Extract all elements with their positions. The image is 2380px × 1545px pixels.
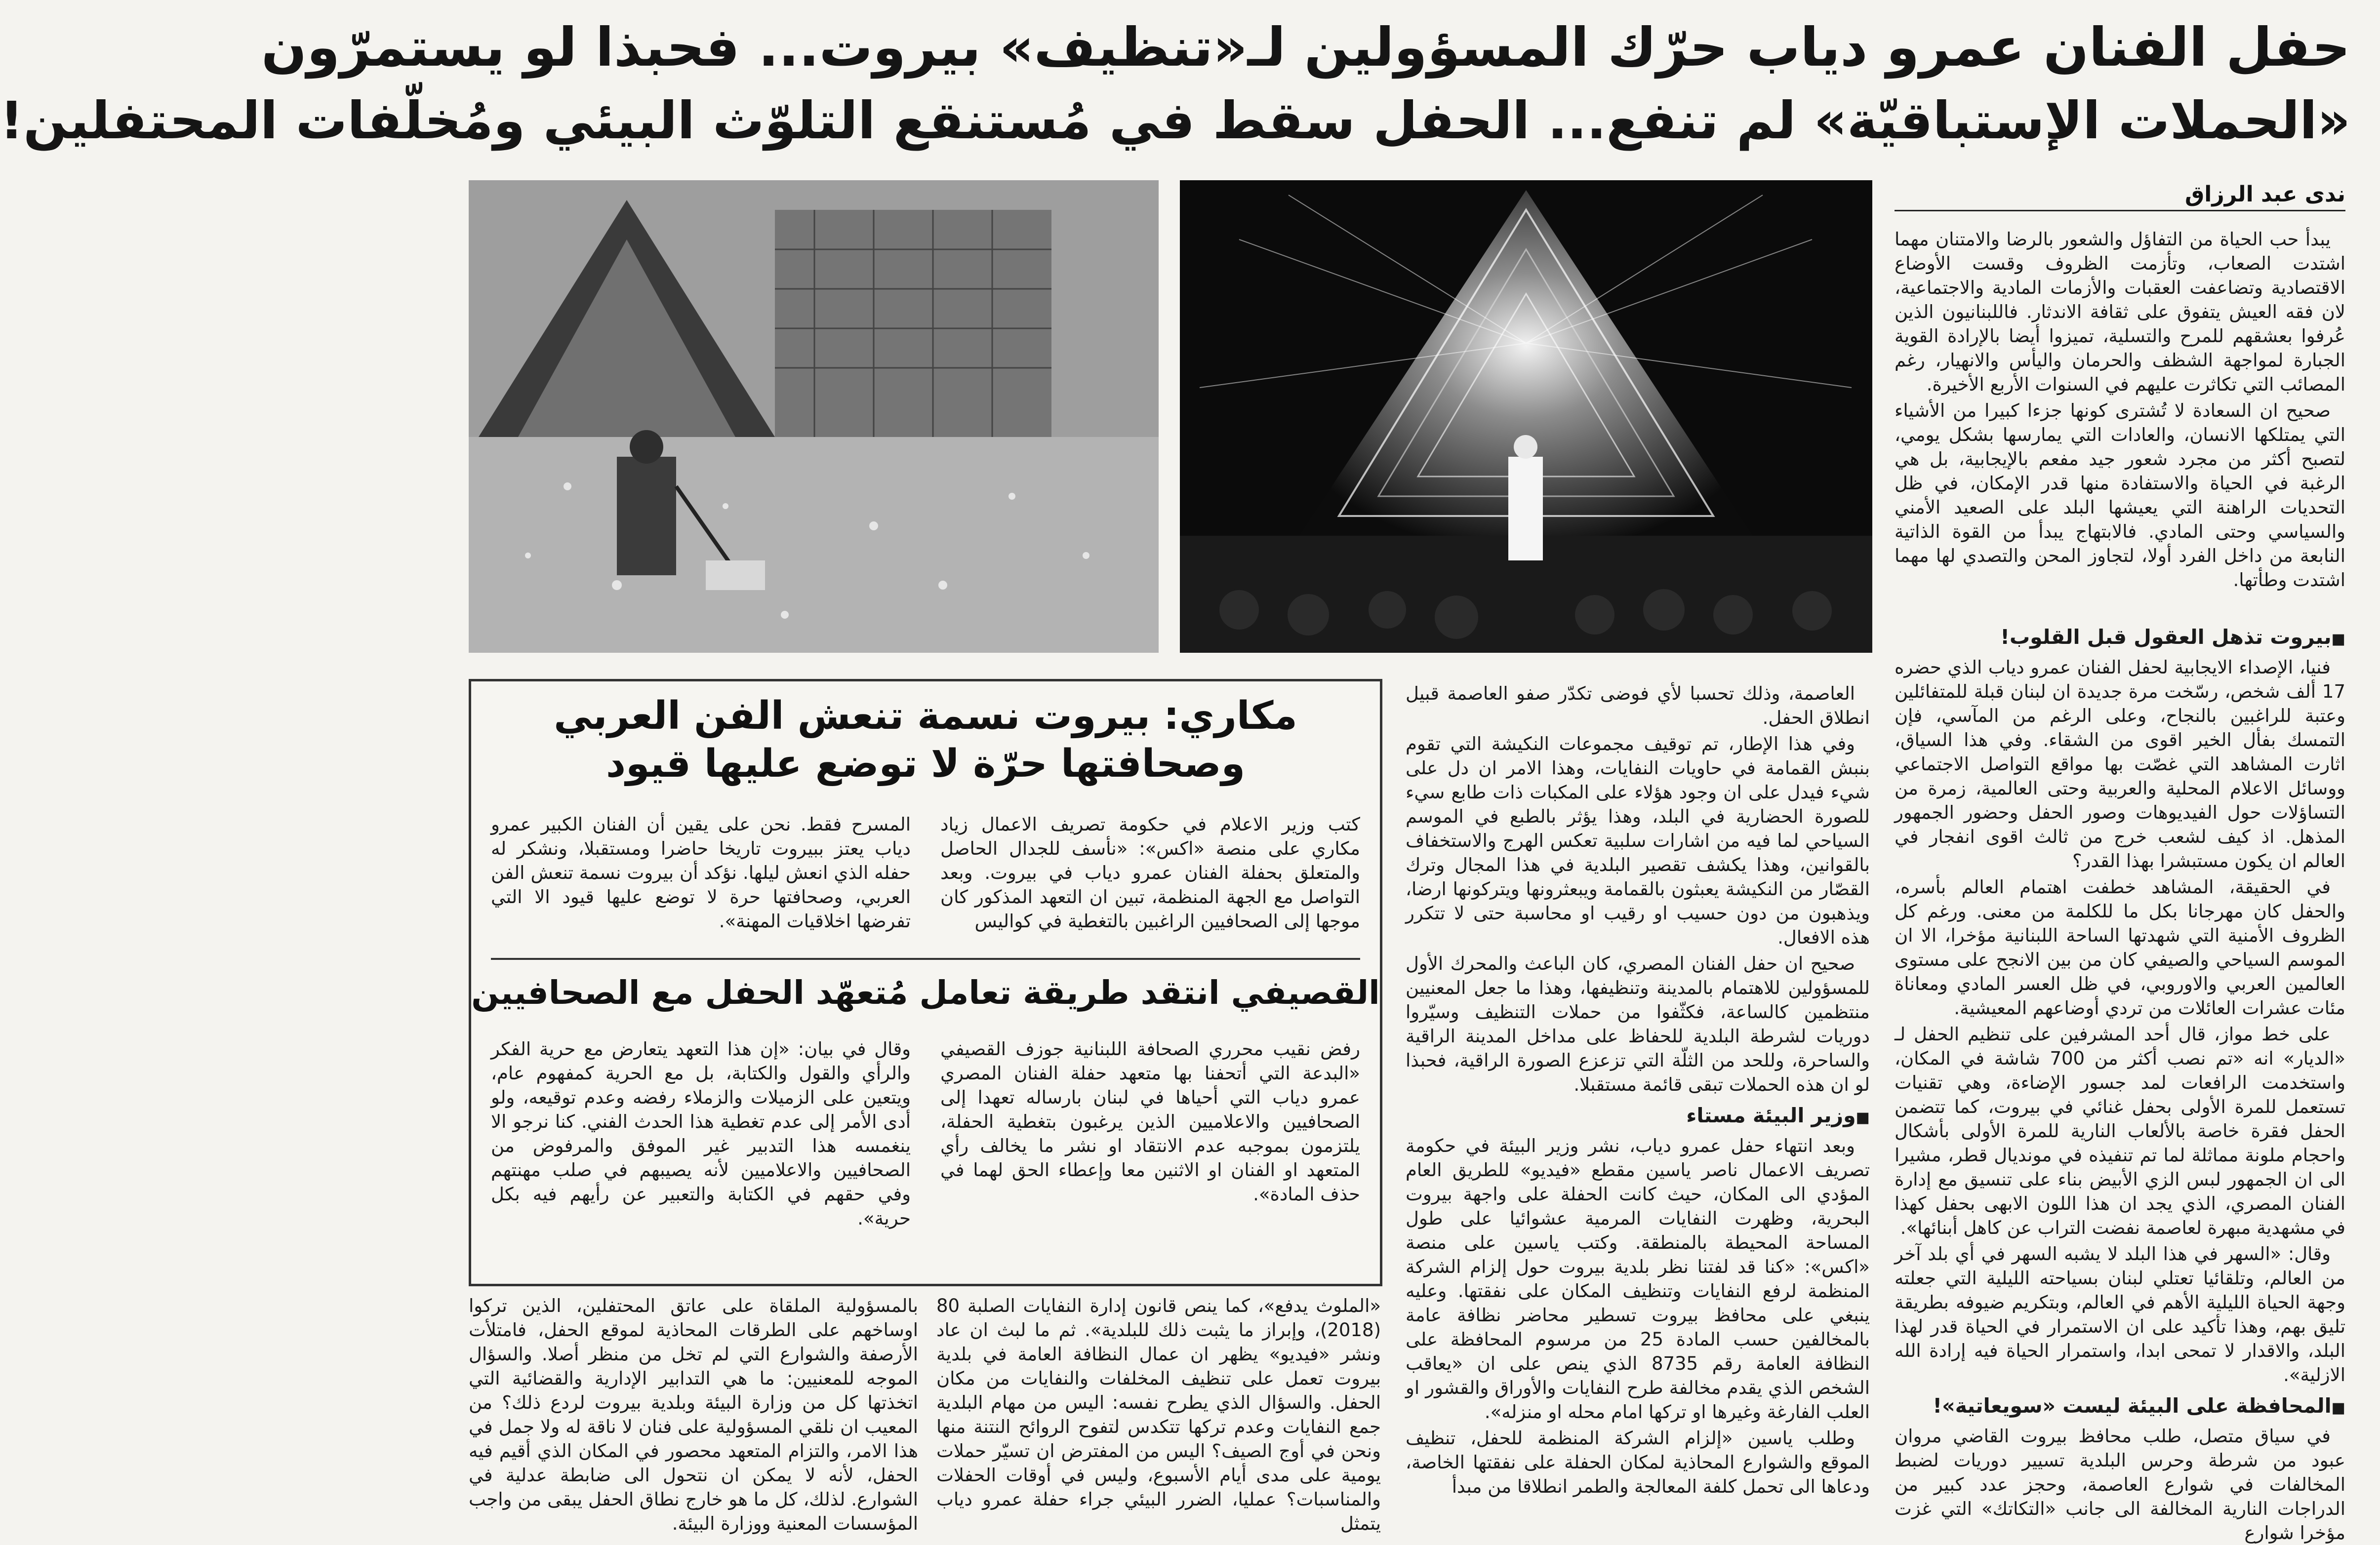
mid-paragraph-4: وبعد انتهاء حفل عمرو دياب، نشر وزير البيئة في حكومة تصريف الاعمال ناصر ياسين مقطع «فيديو» للطريق العام المؤدي الى المكان، حيث كانت الحفلة على واجهة بيروت البحرية، وظهرت النفايات المرمية عشوائيا على طول المساحة المحيطة بالمنطقة. وكتب ياسين على منصة «اكس»: «كنا قد لفتنا نظر بلدية بيروت حول إلزام الشركة المنظمة لرفع النفايات وتنظيف المكان على نفقتها. وعليه ينبغي على محافظ بيروت تسطير محاضر نظافة عامة بالمخالفين حسب المادة 25 من مرسوم المحافظة على النظافة العامة رقم 8735 الذي ينص على ان «يعاقب الشخص الذي يقدم مخالفة طرح النفايات والأوراق والقشور او العلب الفارغة وغيرها او تركها امام محله او منزله». [1406,1135,1870,1423]
subheading-minister: ■ وزير البيئة مستاء [1406,1104,1870,1130]
subheading-beirut: ■ بيروت تذهل العقول قبل القلوب! [1895,625,2345,651]
article-column-middle [1406,681,1870,1517]
mid-paragraph-2: وفي هذا الإطار، تم توقيف مجموعات النكيشة التي تقوم بنبش القمامة في حاويات النفايات، وهذا الامر ان دل على شيء فيدل على ان وجود هؤلاء على المكبات ذات طابع سيء للصورة الحضارية في البلد، وهذا يؤثر بالطبع في الموسم السياحي لما فيه من اشارات سلبية تعكس الهرج والاستخفاف بالقوانين، وهذا يكشف تقصير البلدية في هذا المجال وترك القصّار من النكيشة يعبثون بالقمامة ويبعثرونها ويتركونها ارضا، ويذهبون من دون حسيب او رقيب او محاسبة حتى لا تتكرر هذه الافعال. [1406,733,1870,948]
right-paragraph-2: في الحقيقة، المشاهد خطفت اهتمام العالم بأسره، والحفل كان مهرجانا بكل ما للكلمة من معنى. ورغم كل الظروف الأمنية التي شهدتها الساحة اللبنانية مؤخرا، الا ان الموسم السياحي والصيفي كان من بين الانجح على مستوى العالمين العربي والاوروبي، في ظل العسر المادي ومعاناة مئات عشرات العائلات من تردي أوضاعهم المعيشية. [1895,876,2345,1019]
box-title-3: القصيفي انتقد طريقة تعامل مُتعهّد الحفل مع الصحافيين [471,974,1380,1012]
author-divider [1895,210,2345,211]
cleanup-photo [469,180,1159,653]
concert-stage-photo [1180,180,1872,653]
sidebar-box [469,679,1382,1286]
box-text-left: المسرح فقط. نحن على يقين أن الفنان الكبير عمرو دياب يعتز ببيروت تاريخا حاضرا ومستقبلا، ونشكر له حفله الذي انعش ليلها. نؤكد أن بيروت نسمة تنعش الفن العربي، وصحافتها حرة لا توضع عليها قيود الا التي تفرضها اخلاقيات المهنة». [491,814,911,932]
subheading-environment: ■ المحافظة على البيئة ليست «سويعاتية»! [1895,1394,2345,1420]
box-text-right: كتب وزير الاعلام في حكومة تصريف الاعمال زياد مكاري على منصة «اكس»: «نأسف للجدال الحاصل والمتعلق بحفلة الفنان عمرو دياب في بيروت. وبعد التواصل مع الجهة المنظمة، تبين ان التعهد المذكور كان موجها إلى الصحافيين الراغبين بالتغطية في كواليس [940,814,1360,932]
box-text2-left: وقال في بيان: «إن هذا التعهد يتعارض مع حرية الفكر والرأي والقول والكتابة، بل مع الحرية كمفهوم عام، ويتعين على الزميلات والزملاء رفضه وعدم توقيعه، ولو أدى الأمر إلى عدم تغطية هذا الحدث الفني. كنا نرجو الا ينغمسه هذا التدبير غير الموفق والمرفوض من الصحافيين والاعلاميين لأنه يصيبهم في صلب مهنتهم وفي حقهم في الكتابة والتعبير عن رأيهم فيه بكل حرية». [491,1038,911,1229]
author-byline: ندى عبد الرزاق [2184,182,2345,207]
mid-paragraph-3: صحيح ان حفل الفنان المصري، كان الباعث والمحرك الأول للمسؤولين للاهتمام بالمدينة وتنظيفها، وهذا ما جعل المعنيين منتظمين كالساعة، فكثّفوا من حملات التنظيف وسيّروا دوريات لشرطة البلدية للحفاظ على مداخل المدينة الراقية والساحرة، وللحد من الثلّة التي تزعزع الصورة الراقية، فحبذا لو ان هذه الحملات تبقى قائمة مستقبلا. [1406,953,1870,1095]
headline-line-1: حفل الفنان عمرو دياب حرّك المسؤولين لـ«تنظيف» بيروت... فحبذا لو يستمرّون [261,17,2350,79]
intro-paragraph-1: يبدأ حب الحياة من التفاؤل والشعور بالرضا والامتنان مهما اشتدت الصعاب، وتأزمت الظروف وقست الأوضاع الاقتصادية وتضاعفت العقبات والأزمات المادية والاجتماعية، لان فقه العيش يتفوق على ثقافة الاندثار. فاللبنانيون الذين عُرفوا بعشقهم للمرح والتسلية، تميزوا أيضا بالإرادة القوية الجبارة لمواجهة الشظف والحرمان واليأس والانهيار، رغم المصائب التي تكاثرت عليهم في السنوات الأربع الأخيرة. [1895,229,2345,395]
article-column-right [1895,618,2345,1544]
headline-line-2: «الحملات الإستباقيّة» لم تنفع... الحفل سقط في مُستنقع التلوّث البيئي ومُخلّفات المحتفلين! [0,90,2350,151]
article-column-intro [1895,227,2345,612]
right-paragraph-4: وقال: «السهر في هذا البلد لا يشبه السهر في أي بلد آخر من العالم، وتلقائيا تعتلي لبنان بسياحته الليلية التي جعلته وجهة الحياة الليلية الأهم في العالم، وبتكريم ضيوفه بطريقة تليق بهم، وهذا تأكيد على ان الاستمرار في الحياة قدر لهذا البلد، والاقدار لا تمحى ابدا، واستمرار الحياة فيه إرادة الله الازلية». [1895,1243,2345,1386]
intro-paragraph-2: صحيح ان السعادة لا تُشترى كونها جزءا كبيرا من الأشياء التي يمتلكها الانسان، والعادات التي يمارسها بشكل يومي، لتصبح أكثر من مجرد شعور جيد مفعم بالإيجابية، بل هي الرغبة في الحياة والاستفادة منها قدر الإمكان، في ظل التحديات الراهنة التي يعيشها البلد على الصعيد الأمني والسياسي وحتى المادي. فالابتهاج يبدأ من القوة الذاتية النابعة من داخل الفرد أولا، لتجاوز المحن والتصدي لها مهما اشتدت وطأتها. [1895,400,2345,591]
mid-paragraph-1: العاصمة، وذلك تحسبا لأي فوضى تكدّر صفو العاصمة قبيل انطلاق الحفل. [1406,683,1870,728]
bottom-column-1: «الملوث يدفع»، كما ينص قانون إدارة النفايات الصلبة 80 (2018)، وإبراز ما يثبت ذلك للبلدية». ثم ما لبث ان عاد ونشر «فيديو» يظهر ان عمال النظافة العامة في بلدية بيروت تعمل على تنظيف المخلفات والنفايات من مكان الحفل. والسؤال الذي يطرح نفسه: اليس من مهام البلدية جمع النفايات وعدم تركها تتكدس لتفوح الروائح النتنة منها ونحن في أوج الصيف؟ اليس من المفترض ان تسيّر حملات يومية على مدى أيام الأسبوع، وليس في أوقات الحفلات والمناسبات؟ عمليا، الضرر البيئي جراء حفلة عمرو دياب يتمثل [936,1295,1381,1534]
box-divider [491,958,1360,960]
right-paragraph-3: على خط مواز، قال أحد المشرفين على تنظيم الحفل لـ «الديار» انه «تم نصب أكثر من 700 شاشة في المكان، واستخدمت الرافعات لمد جسور الإضاءة، وهي تقنيات تستعمل للمرة الأولى بحفل غنائي في بيروت، كما تتضمن الحفل فقرة خاصة بالألعاب النارية للمرة الأولى بأشكال واحجام ملونة مماثلة لما تم تنفيذه في مونديال قطر، مشيرا الى ان الجمهور لبس الزي الأبيض بناء على تنسيق مع إدارة الفنان المصري، الذي يجد ان هذا اللون الابهى بحفل كهذا في مشهدية مبهرة لعاصمة نفضت التراب عن كاهل أبنائها». [1895,1024,2345,1238]
right-paragraph-5: في سياق متصل، طلب محافظ بيروت القاضي مروان عبود من شرطة وحرس البلدية تسيير دوريات لضبط المخالفات في شوارع العاصمة، وحجز عدد كبير من الدراجات النارية المخالفة الى جانب «التكاتك» التي غزت مؤخرا شوارع [1895,1426,2345,1544]
mid-paragraph-5: وطلب ياسين «إلزام الشركة المنظمة للحفل، تنظيف الموقع والشوارع المحاذية لمكان الحفلة على نفقتها الخاصة، ودعاها الى تحمل كلفة المعالجة والطمر انطلاقا من مبدأ [1406,1427,1870,1497]
bottom-column-2: بالمسؤولية الملقاة على عاتق المحتفلين، الذين تركوا اوساخهم على الطرقات المحاذية لموقع الحفل، فامتلأت الأرصفة والشوارع التي لم تخل من منظر أصلا. والسؤال الموجه للمعنيين: ما هي التدابير الإدارية والقضائية التي اتخذتها كل من وزارة البيئة وبلدية بيروت لردع ذلك؟ من المعيب ان نلقي المسؤولية على فنان لا ناقة له ولا جمل في هذا الامر، والتزام المتعهد محصور في المكان الذي أقيم فيه الحفل، لأنه لا يمكن ان نتحول الى ضابطة عدلية في الشوارع. لذلك، كل ما هو خارج نطاق الحفل يبقى من واجب المؤسسات المعنية ووزارة البيئة. [469,1295,918,1534]
box-title-1: مكاري: بيروت نسمة تنعش الفن العربي [554,694,1297,738]
concert-stage-image [1180,180,1872,653]
right-paragraph-1: فنيا، الإصداء الايجابية لحفل الفنان عمرو دياب الذي حضره 17 ألف شخص، رسّخت مرة جديدة ان لبنان قبلة للمتفائلين وعتبة للراغبين بالنجاح، وعلى الرغم من المآسي، فإن التمسك بفأل الخير اقوى من الشقاء. وفي هذا السياق، اثارت المشاهد التي غصّت بها مواقع التواصل الاجتماعي ووسائل الاعلام المحلية والعربية وحتى العالمية، زمرة من التساؤلات حول الفيديوهات وصور الحفل وحضور الجمهور المذهل. اذ كيف لشعب خرج من ثالث اقوى انفجار في العالم ان يكون مستبشرا بهذا القدر؟ [1895,657,2345,872]
box-text2-right: رفض نقيب محرري الصحافة اللبنانية جوزف القصيفي «البدعة التي أتحفنا بها متعهد حفلة الفنان المصري عمرو دياب التي أحياها في لبنان بارساله تعهدا إلى الصحافيين والاعلاميين الذين يرغبون بتغطية الحفلة، يلتزمون بموجبه عدم الانتقاد او نشر ما يخالف رأي المتعهد او الفنان او الاثنين معا وإعطاء الحق لهما في حذف المادة». [940,1038,1360,1205]
street-cleanup-image [469,180,1159,653]
box-title-2: وصحافتها حرّة لا توضع عليها قيود [605,742,1246,786]
